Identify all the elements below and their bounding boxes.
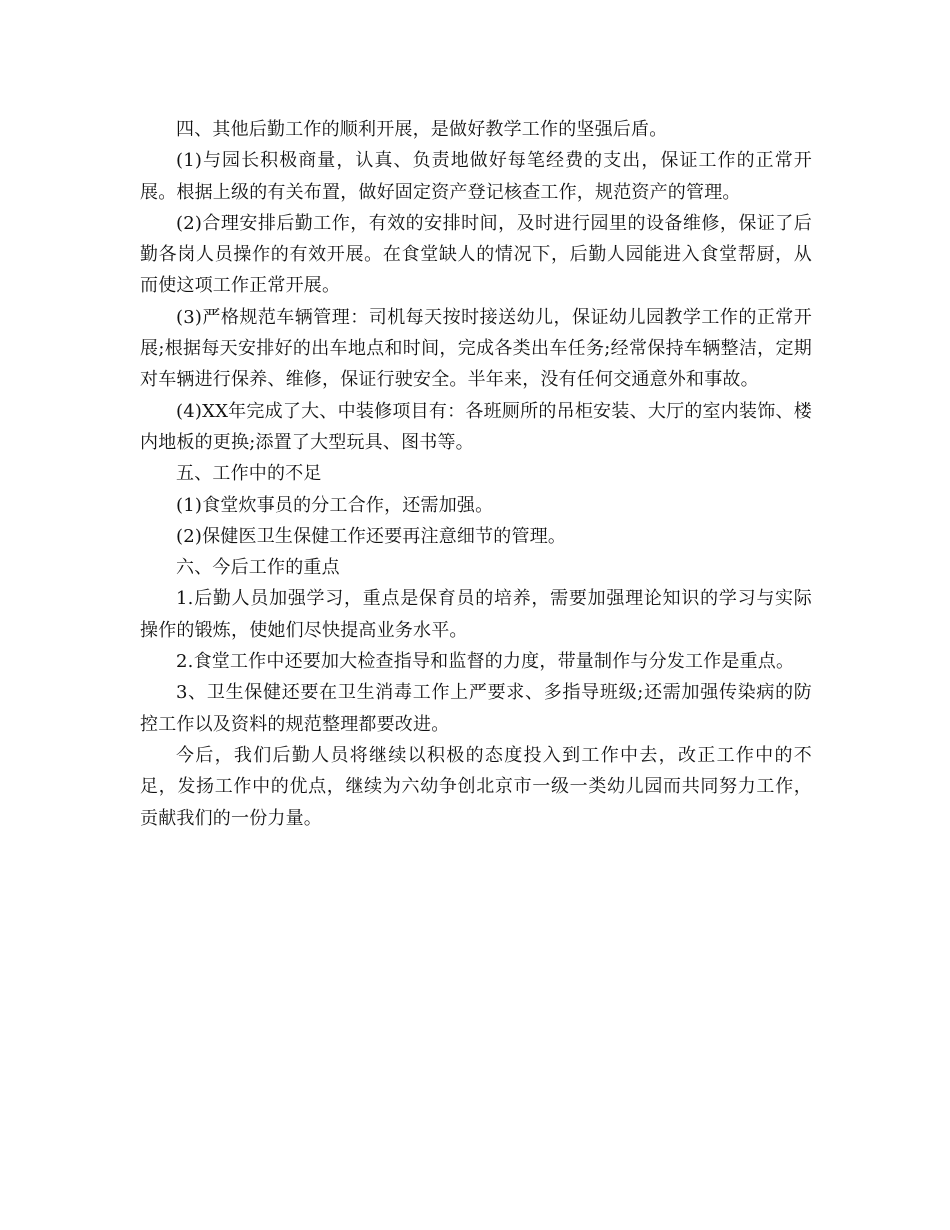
shortcoming-item-2: (2)保健医卫生保健工作还要再注意细节的管理。 — [176, 525, 567, 547]
closing-paragraph: 今后，我们后勤人员将继续以积极的态度投入到工作中去，改正工作中的不足，发扬工作中的优点，继续为六幼争创北京市一级一类幼儿园而共同努力工作，贡献我们的一份力量。 — [140, 744, 812, 829]
document-body — [140, 114, 812, 834]
paragraph-item-3: (3)严格规范车辆管理：司机每天按时接送幼儿，保证幼儿园教学工作的正常开展;根据每天安排好的出车地点和时间，完成各类出车任务;经常保持车辆整洁，定期对车辆进行保养、维修，保证行驶安全。半年来，没有任何交通意外和事故。 — [140, 306, 812, 391]
section-heading-other-logistics: 四、其他后勤工作的顺利开展，是做好教学工作的坚强后盾。 — [176, 119, 668, 140]
shortcoming-item-1: (1)食堂炊事员的分工合作，还需加强。 — [176, 494, 494, 516]
paragraph-item-2: (2)合理安排后勤工作，有效的安排时间，及时进行园里的设备维修，保证了后勤各岗人员操作的有效开展。在食堂缺人的情况下，后勤人园能进入食堂帮厨，从而使这项工作正常开展。 — [140, 212, 812, 297]
section-heading-future-focus: 六、今后工作的重点 — [176, 557, 340, 579]
section-heading-shortcomings: 五、工作中的不足 — [176, 463, 322, 485]
paragraph-item-4: (4)XX年完成了大、中装修项目有：各班厕所的吊柜安装、大厅的室内装饰、楼内地板的更换;添置了大型玩具、图书等。 — [140, 400, 812, 453]
paragraph-item-1: (1)与园长积极商量，认真、负责地做好每笔经费的支出，保证工作的正常开展。根据上级的有关布置，做好固定资产登记核查工作，规范资产的管理。 — [140, 150, 812, 203]
focus-item-3: 3、卫生保健还要在卫生消毒工作上严要求、多指导班级;还需加强传染病的防控工作以及资料的规范整理都要改进。 — [140, 682, 812, 735]
focus-item-2: 2.食堂工作中还要加大检查指导和监督的力度，带量制作与分发工作是重点。 — [176, 651, 795, 673]
focus-item-1: 1.后勤人员加强学习，重点是保育员的培养，需要加强理论知识的学习与实际操作的锻炼，使她们尽快提高业务水平。 — [140, 588, 812, 641]
